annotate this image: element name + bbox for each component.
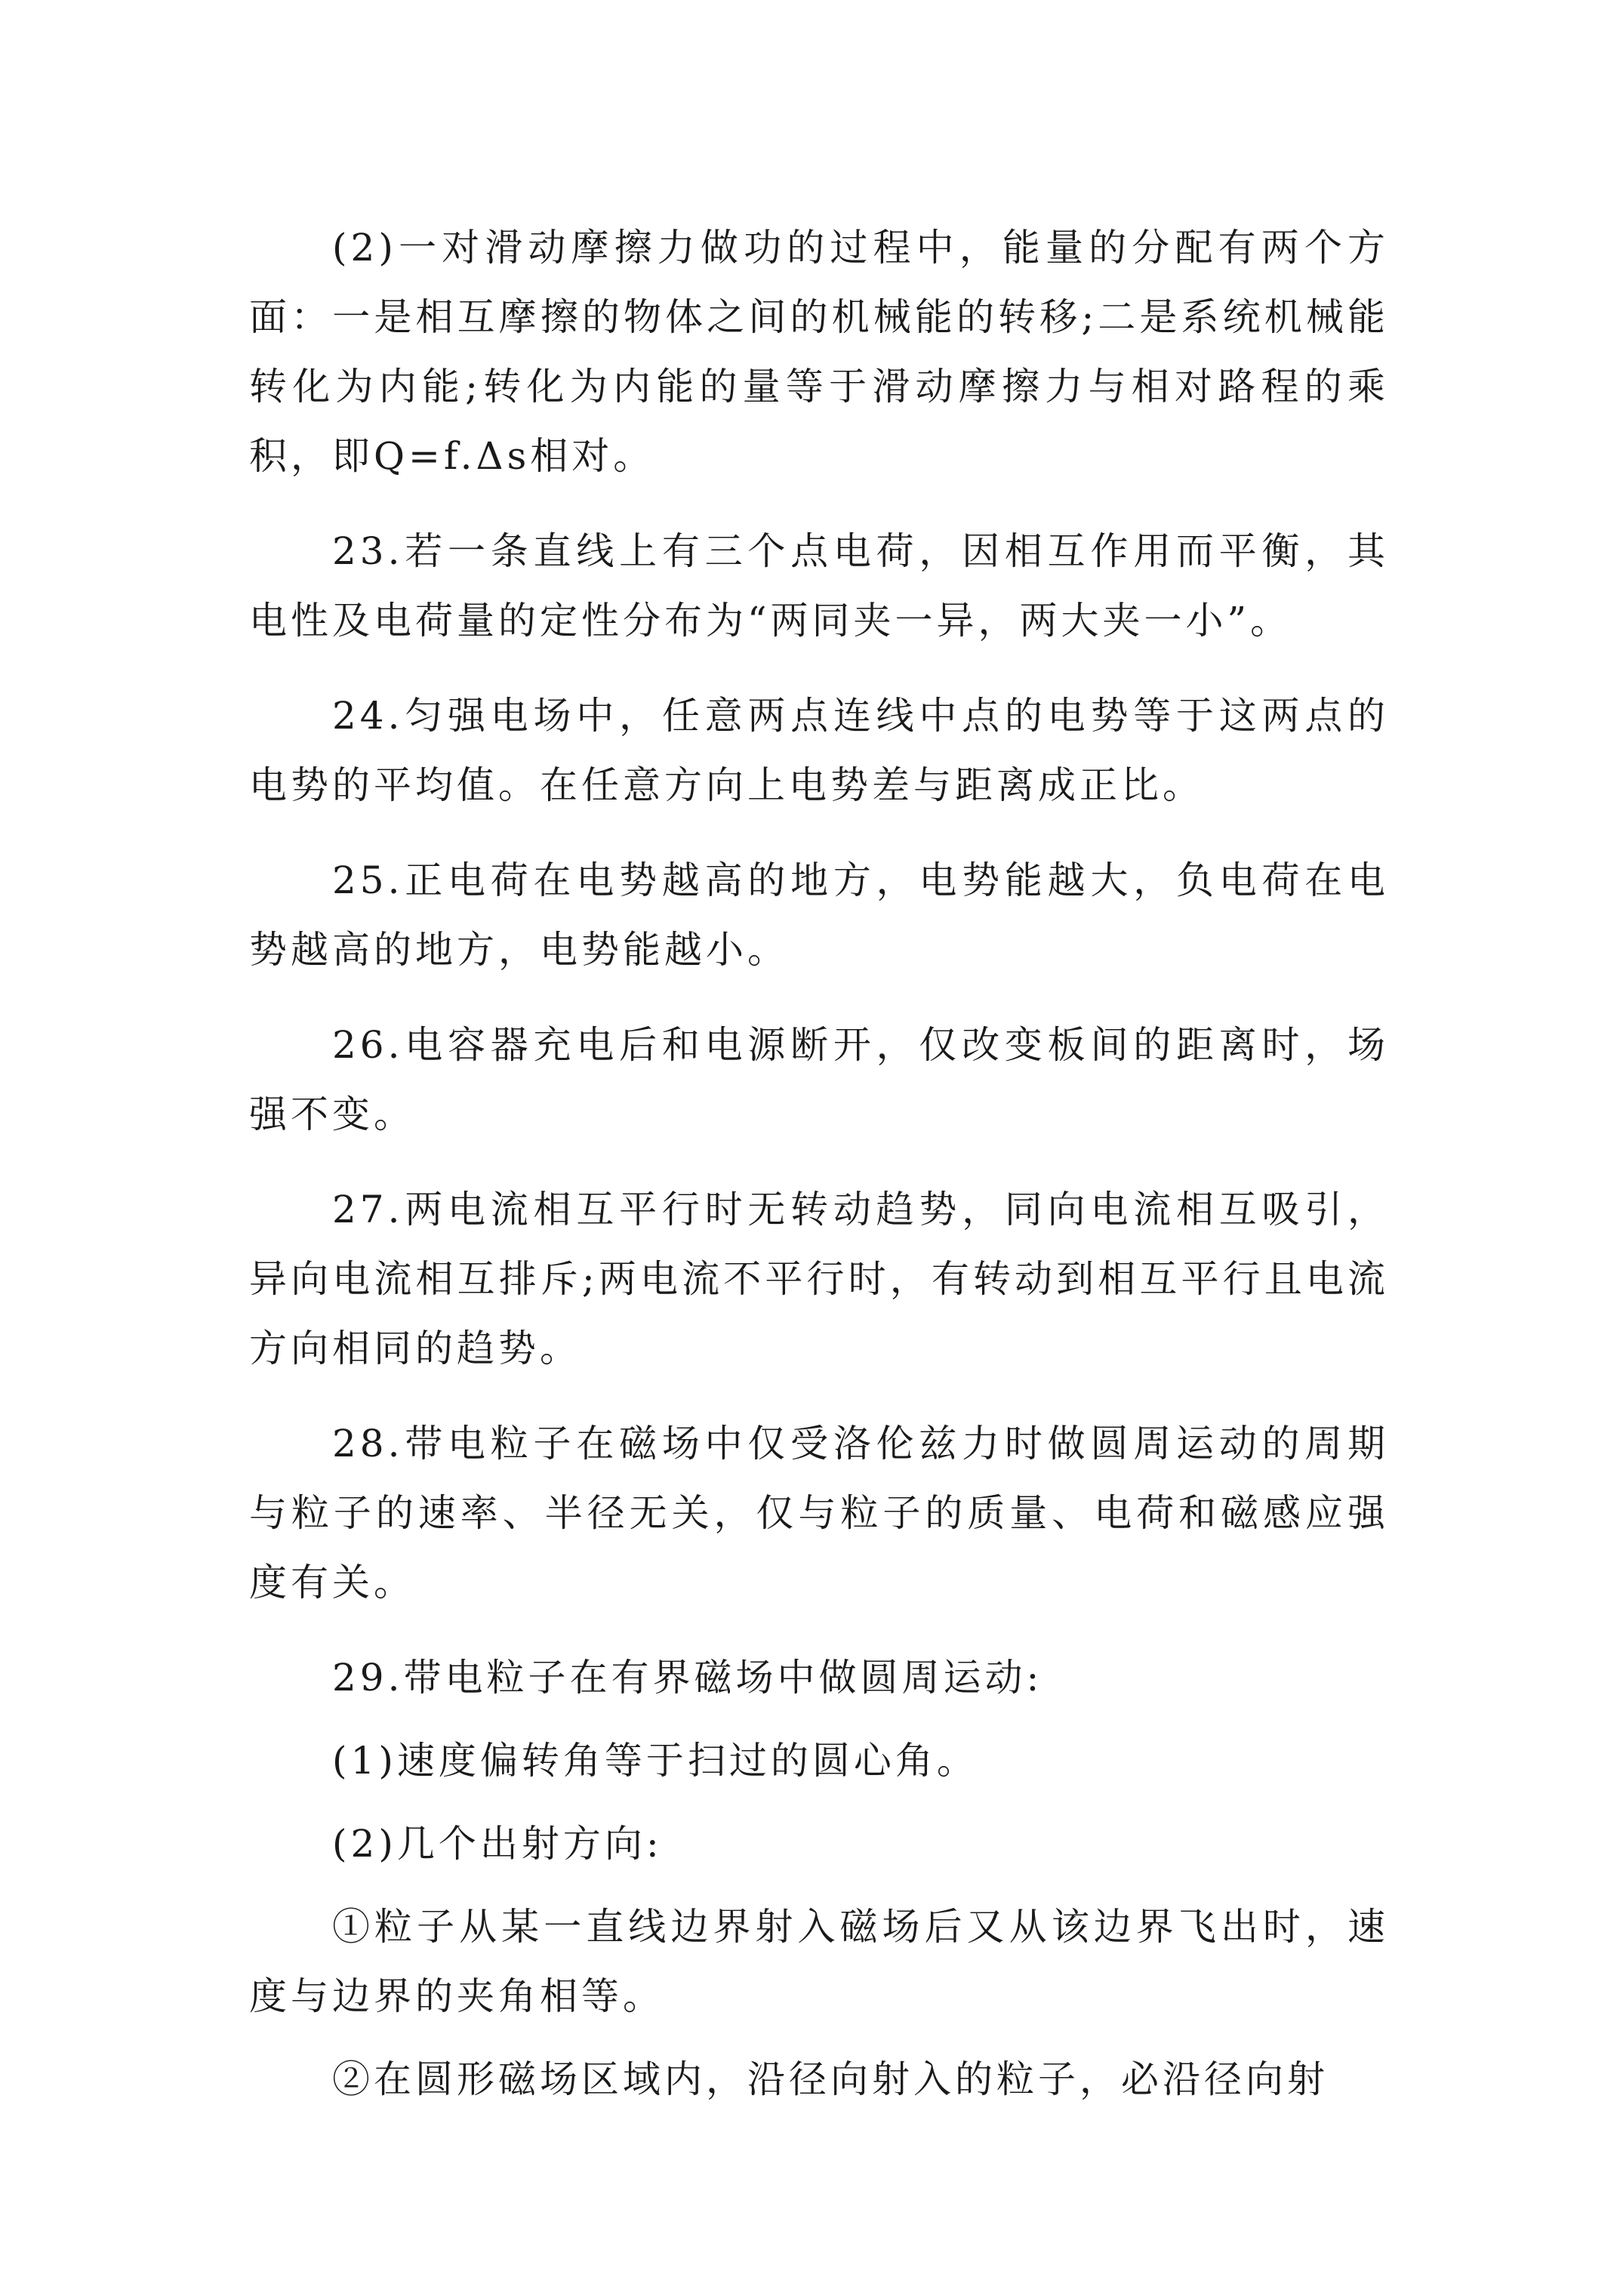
paragraph-24: 24.匀强电场中，任意两点连线中点的电势等于这两点的电势的平均值。在任意方向上电势差与距离成正比。 (249, 694, 1389, 807)
paragraph-29-2: (2)几个出射方向: (332, 1822, 663, 1866)
paragraph-27: 27.两电流相互平行时无转动趋势，同向电流相互吸引，异向电流相互排斥;两电流不平行时，有转动到相互平行且电流方向相同的趋势。 (249, 1188, 1389, 1370)
paragraph-28: 28.带电粒子在磁场中仅受洛伦兹力时做圆周运动的周期与粒子的速率、半径无关，仅与粒子的质量、电荷和磁感应强度有关。 (249, 1422, 1389, 1604)
paragraph-29-2-a: ①粒子从某一直线边界射入磁场后又从该边界飞出时，速度与边界的夹角相等。 (249, 1905, 1389, 2018)
paragraph-23: 23.若一条直线上有三个点电荷，因相互作用而平衡，其电性及电荷量的定性分布为“两同夹一异，两大夹一小”。 (249, 529, 1389, 643)
paragraph-friction-energy: (2)一对滑动摩擦力做功的过程中，能量的分配有两个方面：一是相互摩擦的物体之间的机械能的转移;二是系统机械能转化为内能;转化为内能的量等于滑动摩擦力与相对路程的乘积，即Q=f.Δs相对。 (249, 226, 1389, 478)
paragraph-26: 26.电容器充电后和电源断开，仅改变板间的距离时，场强不变。 (249, 1023, 1389, 1136)
paragraph-29: 29.带电粒子在有界磁场中做圆周运动: (332, 1656, 1043, 1700)
paragraph-29-1: (1)速度偏转角等于扫过的圆心角。 (332, 1739, 978, 1783)
paragraph-25: 25.正电荷在电势越高的地方，电势能越大，负电荷在电势越高的地方，电势能越小。 (249, 858, 1389, 972)
paragraph-29-2-b: ②在圆形磁场区域内，沿径向射入的粒子，必沿径向射 (332, 2057, 1329, 2101)
document-page (249, 213, 1389, 2114)
